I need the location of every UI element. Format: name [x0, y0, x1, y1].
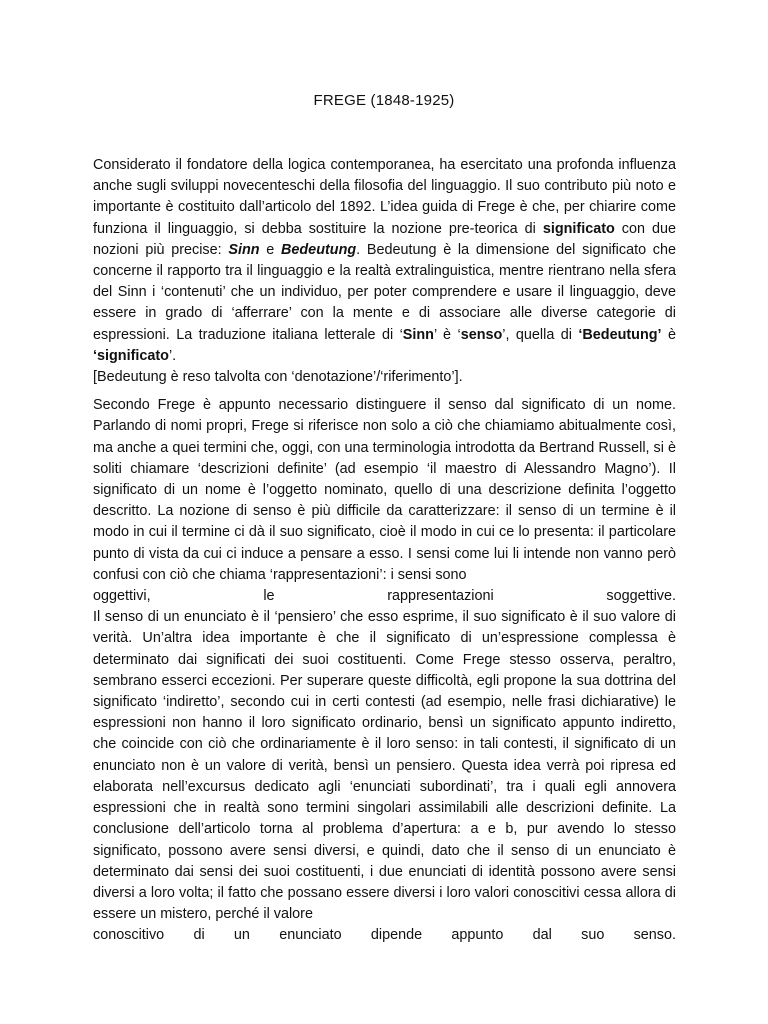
text-run: ’ è ‘	[433, 326, 461, 343]
text-run: e	[259, 241, 281, 258]
bold-italic-term-sinn: Sinn	[228, 241, 260, 258]
bold-term-bedeutung-quoted: ‘Bedeutung’	[578, 326, 662, 343]
paragraph-intro	[93, 155, 676, 367]
paragraph-intro-note: [Bedeutung è reso talvolta con ‘denotazione’/‘riferimento’].	[93, 369, 463, 386]
bold-italic-term-bedeutung: Bedeutung	[281, 241, 357, 258]
bold-term-senso: senso	[460, 326, 503, 343]
paragraph-sentence-meaning-end: conoscitivo di un enunciato dipende appunto dal suo senso.	[93, 927, 676, 944]
document-title: FREGE (1848-1925)	[313, 92, 455, 109]
text-run: con due nozioni più precise:	[93, 220, 676, 258]
bold-term-sinn: Sinn	[402, 326, 434, 343]
text-run: è	[661, 326, 676, 343]
text-run: Considerato il fondatore della logica contemporanea, ha esercitato una profonda influenza anche sugli sviluppi novecenteschi della filosofia del linguaggio. Il suo contributo più noto e importante è costituito dall’articolo del 1892. L’idea guida di Frege è che, per chiarire come funziona il linguaggio, si debba sostituire la nozione pre-teorica di	[93, 157, 676, 237]
bold-term-significato-quoted: ‘significato	[93, 347, 169, 364]
paragraph-sense-reference: Secondo Frege è appunto necessario distinguere il senso dal significato di un nome. Parlando di nomi propri, Frege si riferisce non solo a ciò che chiamiamo abitualmente così, ma anche a quei termini che, oggi, con una terminologia introdotta da Bertrand Russell, si è soliti chiamare ‘descrizioni definite’ (ad esempio ‘il maestro di Alessandro Magno’). Il significato di un nome è l’oggetto nominato, quello di una descrizione definita l’oggetto descritto. La nozione di senso è più difficile da caratterizzare: il senso di un termine è il modo in cui il termine ci dà il suo significato, cioè il modo in cui ce lo presenta: il particolare punto di vista da cui ci induce a pensare a esso. I sensi come lui li intende non vanno però confusi con ciò che chiama ‘rappresentazioni’: i sensi sono	[93, 397, 676, 583]
document-body	[93, 155, 676, 947]
paragraph-sentence-meaning: Il senso di un enunciato è il ‘pensiero’ che esso esprime, il suo significato è il suo valore di verità. Un’altra idea importante è che il significato di un’espressione complessa è determinato dai significati dei suoi costituenti. Come Frege stesso osserva, peraltro, sembrano esserci eccezioni. Per superare queste difficoltà, egli propone la sua dottrina del significato ‘indiretto’, secondo cui in certi contesti (ad esempio, nelle frasi dichiarative) le espressioni non hanno il loro significato ordinario, bensì un significato appunto indiretto, che coincide con ciò che ordinariamente è il loro senso: in tali contesti, il significato di un enunciato non è un valore di verità, bensì un pensiero. Questa idea verrà poi ripresa ed elaborata nell’excursus dedicato agli ‘enunciati subordinati’, tra i quali egli annovera espressioni che in realtà sono termini singolari assimilabili alle descrizioni definite. La conclusione dell’articolo torna al problema d’apertura: a e b, pur avendo lo stesso significato, possono avere sensi diversi, e quindi, dato che il senso di un enunciato è determinato dai sensi dei suoi costituenti, i due enunciati di identità possono avere sensi diversi a loro volta; il fatto che possano essere diversi i loro valori conoscitivi cessa allora di essere un mistero, perché il valore	[93, 609, 676, 923]
bold-term-significato: significato	[542, 220, 615, 237]
paragraph-sense-reference-end: oggettivi, le rappresentazioni soggettive.	[93, 588, 676, 605]
text-run: . Bedeutung è la dimensione del significato che concerne il rapporto tra il linguaggio e la realtà extralinguistica, mentre rientrano nella sfera del Sinn i ‘contenuti’ che un individuo, per poter comprendere e usare il linguaggio, deve essere in grado di ‘afferrare’ con la mente e di associare alle diverse categorie di espressioni. La traduzione italiana letterale di ‘	[93, 241, 677, 343]
text-run: ’.	[168, 347, 177, 364]
text-run: ’, quella di	[502, 326, 579, 343]
